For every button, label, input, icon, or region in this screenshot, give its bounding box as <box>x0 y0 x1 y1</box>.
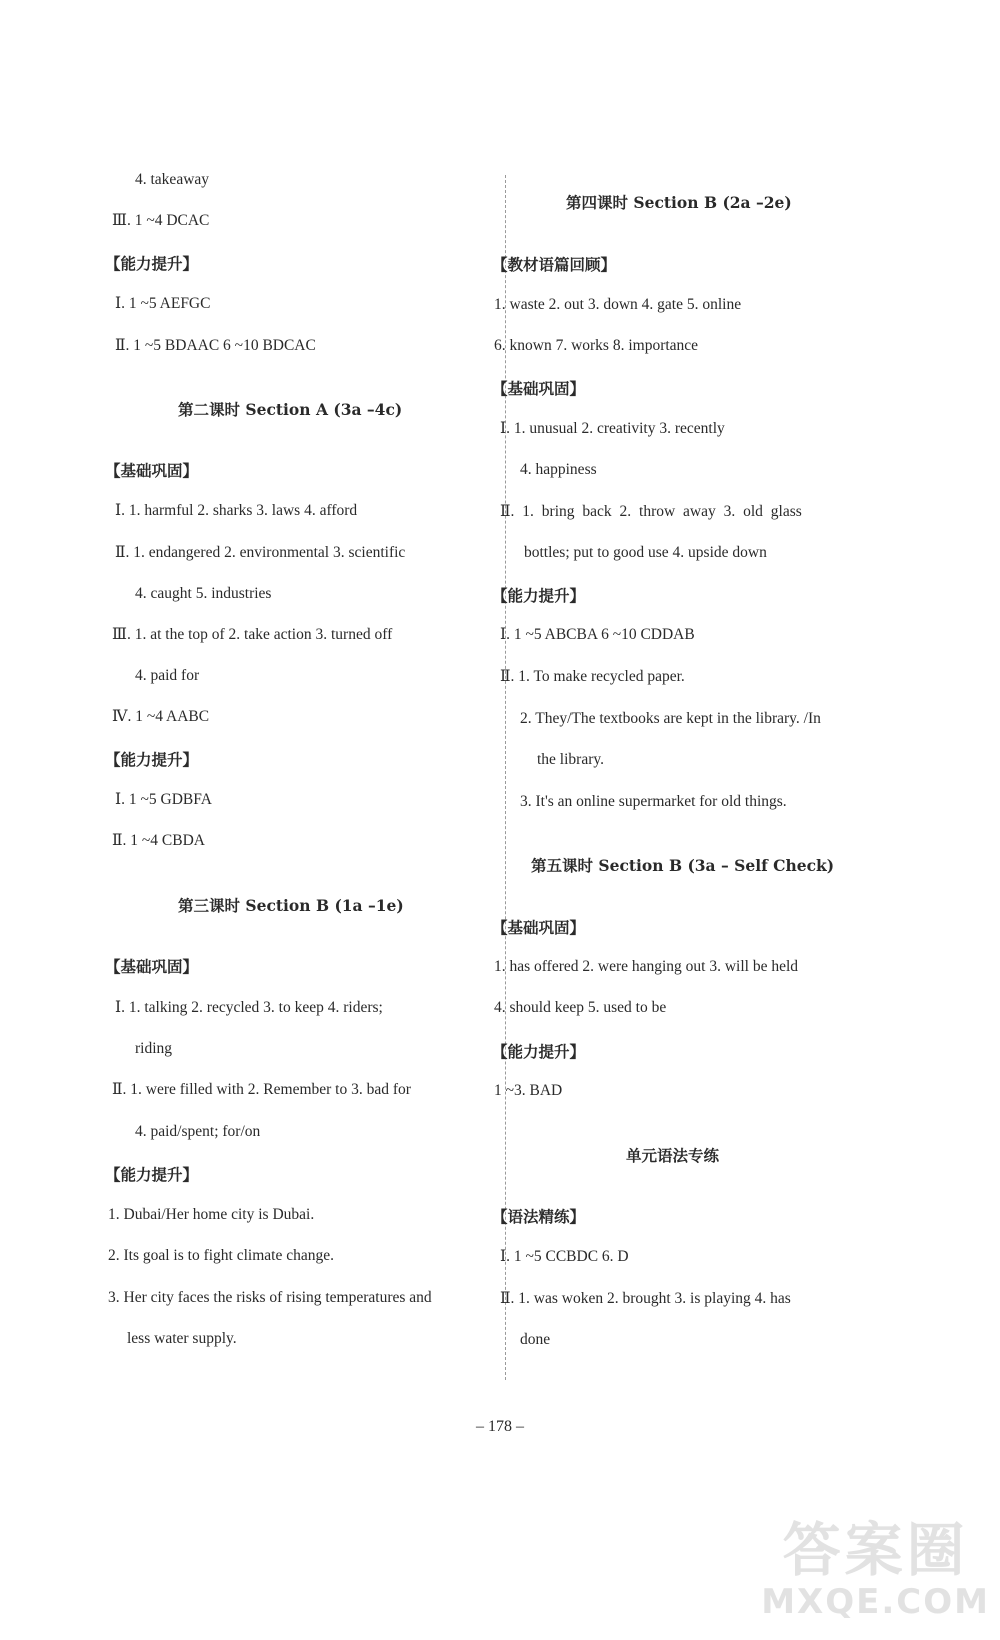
answer-line: Ⅰ. 1. unusual 2. creativity 3. recently <box>500 420 725 437</box>
answer-line: Ⅰ. 1 ~5 CCBDC 6. D <box>500 1248 629 1265</box>
answer-line: Ⅳ. 1 ~4 AABC <box>112 708 210 725</box>
answer-line: Ⅲ. 1. at the top of 2. take action 3. turned off <box>112 626 393 643</box>
answer-line: Ⅱ. 1. endangered 2. environmental 3. scientific <box>115 544 406 561</box>
answer-line: Ⅱ. 1 ~5 BDAAC 6 ~10 BDCAC <box>115 337 316 354</box>
answer-line: Ⅱ. 1. To make recycled paper. <box>500 668 685 685</box>
answer-line: 1. waste 2. out 3. down 4. gate 5. online <box>494 296 742 313</box>
answer-line: 3. It's an online supermarket for old things. <box>520 793 787 810</box>
answer-line: Ⅱ. 1 ~4 CBDA <box>112 832 205 849</box>
section-header: 【基础巩固】 <box>492 919 586 937</box>
answer-line: 2. Its goal is to fight climate change. <box>108 1247 334 1264</box>
section-header: 【基础巩固】 <box>105 958 199 976</box>
answer-line: Ⅰ. 1. talking 2. recycled 3. to keep 4. riders; <box>115 999 383 1016</box>
answer-line: 1 ~3. BAD <box>494 1082 563 1099</box>
section-header: 【能力提升】 <box>105 751 199 769</box>
section-header: 【能力提升】 <box>105 1166 199 1184</box>
answer-line: 4. caught 5. industries <box>135 585 272 602</box>
page-number: – 178 – <box>476 1418 524 1435</box>
answer-line: 1. has offered 2. were hanging out 3. will be held <box>494 958 799 975</box>
answer-line: Ⅰ. 1 ~5 GDBFA <box>115 791 212 808</box>
section-header: 【能力提升】 <box>105 255 199 273</box>
section-header: 【基础巩固】 <box>105 462 199 480</box>
section-header: 【语法精练】 <box>492 1208 586 1226</box>
lesson-title: 第五课时 Section B (3a – Self Check) <box>531 856 835 875</box>
answer-line: riding <box>135 1040 173 1057</box>
answer-line: Ⅱ. 1. was woken 2. brought 3. is playing 4. has <box>500 1290 791 1307</box>
answer-line: 4. should keep 5. used to be <box>494 999 667 1016</box>
lesson-title: 第二课时 Section A (3a –4c) <box>178 400 403 419</box>
lesson-title: 第三课时 Section B (1a –1e) <box>178 896 404 915</box>
answer-line: 3. Her city faces the risks of rising temperatures and <box>108 1289 432 1306</box>
answer-line: Ⅱ. 1. bring back 2. throw away 3. old glass <box>500 503 802 520</box>
section-header: 【基础巩固】 <box>492 380 586 398</box>
answer-line: 6. known 7. works 8. importance <box>494 337 699 354</box>
answer-line: Ⅲ. 1 ~4 DCAC <box>112 212 210 229</box>
answer-line: 1. Dubai/Her home city is Dubai. <box>108 1206 315 1223</box>
answer-line: Ⅰ. 1. harmful 2. sharks 3. laws 4. afford <box>115 502 358 519</box>
answer-line: less water supply. <box>127 1330 237 1347</box>
answer-line: Ⅰ. 1 ~5 ABCBA 6 ~10 CDDAB <box>500 626 695 643</box>
answer-line: Ⅰ. 1 ~5 AEFGC <box>115 295 211 312</box>
section-header: 【教材语篇回顾】 <box>492 256 617 274</box>
answer-line: 4. takeaway <box>135 171 210 188</box>
answer-line: 2. They/The textbooks are kept in the library. /In <box>520 710 821 727</box>
watermark-url: MXQE.COM <box>761 1582 990 1622</box>
answer-line: bottles; put to good use 4. upside down <box>524 544 767 561</box>
lesson-title: 单元语法专练 <box>626 1146 720 1165</box>
answer-line: 4. happiness <box>520 461 597 478</box>
lesson-title: 第四课时 Section B (2a –2e) <box>566 193 792 212</box>
watermark-text: 答案圈 <box>782 1516 969 1584</box>
answer-line: 4. paid for <box>135 667 200 684</box>
answer-line: 4. paid/spent; for/on <box>135 1123 261 1140</box>
section-header: 【能力提升】 <box>492 1043 586 1061</box>
answer-line: the library. <box>537 751 604 768</box>
watermark-logo <box>761 1518 990 1622</box>
section-header: 【能力提升】 <box>492 587 586 605</box>
answer-line: Ⅱ. 1. were filled with 2. Remember to 3. bad for <box>112 1081 411 1098</box>
answer-line: done <box>520 1331 551 1348</box>
